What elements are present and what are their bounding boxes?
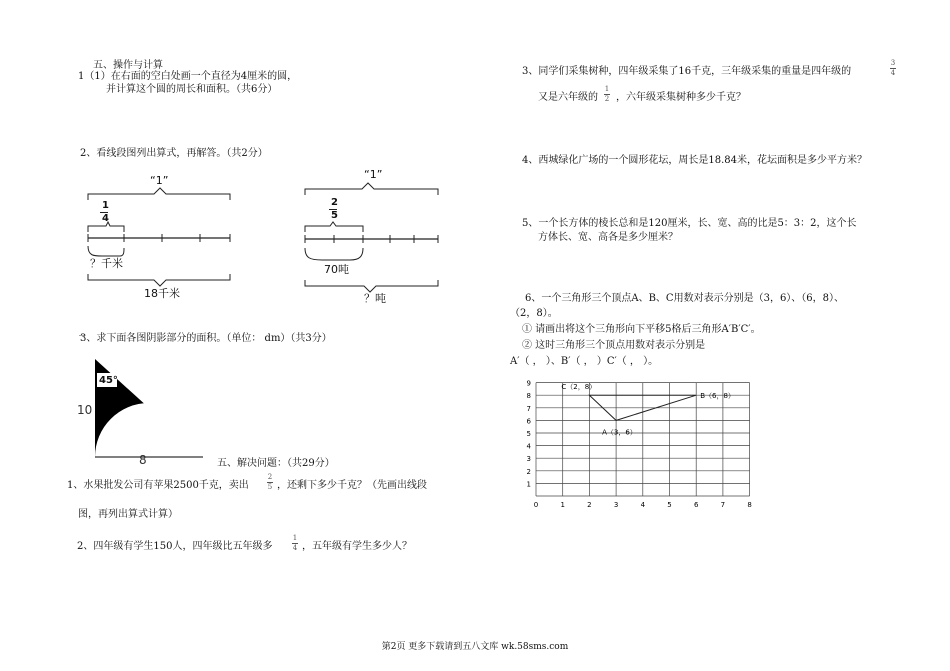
y-tick-label: 3	[526, 455, 531, 464]
x-tick-label: 4	[640, 501, 646, 509]
vertex-label: B（6，8）	[700, 392, 735, 401]
section-title-problems: 五、解决问题：（共29分）	[217, 458, 335, 469]
diagram2-frac-num: 2	[331, 197, 338, 208]
y-tick-label: 8	[526, 392, 531, 401]
diagram1-part-label: ？千米	[90, 257, 123, 270]
q3-title: 3、求下面各图阴影部分的面积。（单位： dm）（共3分）	[80, 333, 332, 344]
section-title-operations: 五、操作与计算	[93, 60, 163, 71]
diagram2-frac-den: 5	[331, 210, 338, 221]
diagram2-part-label: 70吨	[324, 263, 349, 276]
y-tick-label: 7	[526, 404, 531, 413]
y-tick-label: 9	[526, 379, 531, 388]
x-tick-label: 0	[533, 501, 539, 509]
y-tick-label: 5	[526, 430, 531, 438]
p3-text-c: ，六年级采集树种多少千克？	[616, 92, 746, 103]
x-tick-label: 1	[560, 501, 565, 509]
p3-text-b: 又是六年级的	[538, 92, 598, 103]
diagram1-whole-label: “1”	[150, 174, 169, 187]
y-tick-label: 4	[526, 442, 531, 451]
p5-text-b: 方体长、宽、高各是多少厘米？	[538, 232, 678, 243]
stray-mark: _	[79, 325, 84, 336]
diagram1-frac-num: 1	[102, 200, 109, 211]
shaded-triangle-figure	[85, 345, 225, 465]
p2-text-b: ，五年级有学生多少人？	[302, 541, 412, 552]
line-diagram-2	[300, 170, 450, 310]
p4-text: 4、西城绿化广场的一个圆形花坛，周长是18.84米，花坛面积是多少平方米？	[522, 155, 867, 166]
x-tick-label: 8	[747, 501, 752, 509]
x-tick-label: 5	[667, 501, 672, 509]
diagram1-total-label: 18千米	[144, 287, 180, 300]
diagram2-total-label: ？吨	[364, 292, 386, 305]
p6-text-b: （2，8）。	[510, 308, 558, 319]
p1-fraction: 2 5	[267, 473, 273, 491]
coordinate-grid	[515, 375, 775, 515]
p3-fraction-1: 3 4	[890, 59, 896, 77]
p1-text-a: 1、水果批发公司有苹果2500千克，卖出	[67, 480, 249, 491]
y-tick-label: 1	[526, 480, 531, 489]
q2-title: 2、看线段图列出算式，再解答。（共2分）	[80, 148, 268, 159]
p6-text-e: A′（ ， ）、B′（ ， ）C′（ ， ）。	[510, 356, 659, 367]
q1-line2: 并计算这个圆的周长和面积。（共6分）	[106, 84, 278, 95]
base-label: 8	[139, 453, 147, 467]
x-tick-label: 3	[613, 501, 619, 509]
height-label: 10	[77, 403, 93, 417]
p6-text-c: ① 请画出将这个三角形向下平移5格后三角形A′B′C′。	[522, 324, 761, 335]
vertex-label: A（3，6）	[602, 428, 637, 437]
page-footer: 第2页 更多下载请到五八文库 wk.58sms.com	[381, 642, 569, 652]
x-tick-label: 2	[587, 501, 592, 509]
p6-text-d: ② 这时三角形三个顶点用数对表示分别是	[522, 340, 706, 351]
x-tick-label: 6	[693, 501, 699, 509]
p1-text-b: ，还剩下多少千克？（先画出线段	[277, 480, 427, 491]
vertex-label: C（2，8）	[561, 383, 597, 392]
y-tick-label: 6	[526, 417, 531, 426]
y-tick-label: 2	[526, 467, 531, 476]
q1-line1: 1（1）在右面的空白处画一个直径为4厘米的圆，	[78, 71, 298, 82]
p2-fraction: 1 4	[292, 534, 298, 552]
diagram2-whole-label: “1”	[364, 168, 383, 181]
line-diagram-1	[80, 170, 240, 300]
diagram1-frac-den: 4	[102, 213, 109, 224]
p1-text-c: 图，再列出算式计算）	[78, 509, 178, 520]
p3-fraction-2: 1 2	[604, 85, 610, 103]
x-tick-label: 7	[720, 501, 726, 509]
p3-text-a: 3、同学们采集树种，四年级采集了16千克，三年级采集的重量是四年级的	[522, 66, 852, 77]
angle-label: 45°	[99, 375, 118, 386]
p6-text-a: 6、一个三角形三个顶点A、B、C用数对表示分别是（3，6）、（6，8）、	[525, 293, 845, 304]
p5-text-a: 5、一个长方体的棱长总和是120厘米，长、宽、高的比是5：3：2，这个长	[522, 218, 857, 229]
p2-text-a: 2、四年级有学生150人，四年级比五年级多	[77, 541, 273, 552]
